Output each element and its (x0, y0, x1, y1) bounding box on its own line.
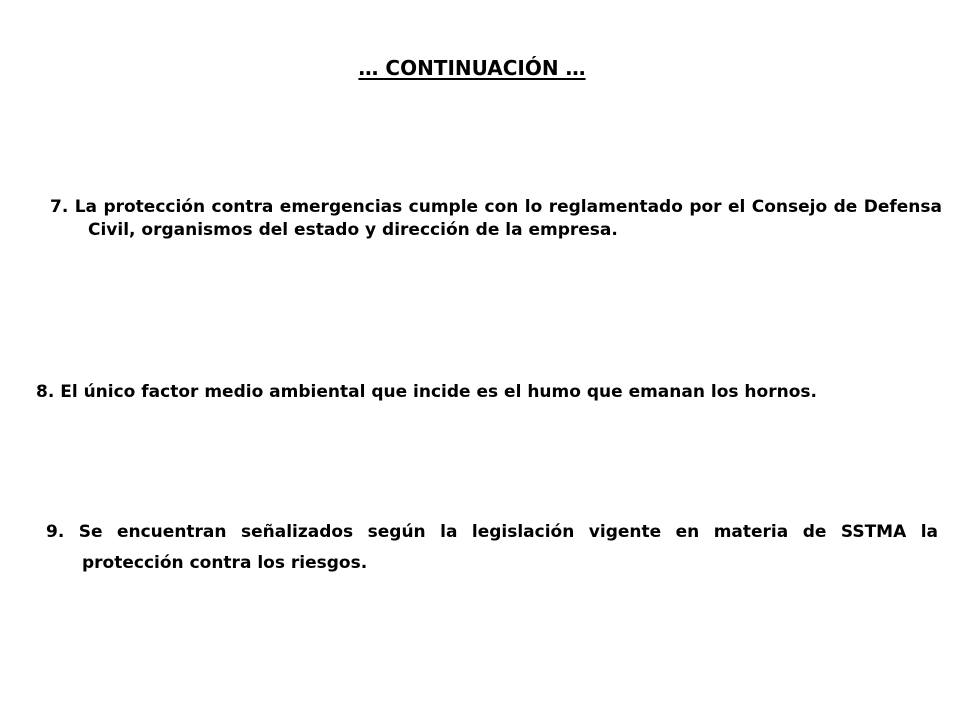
list-item-8 (36, 377, 936, 408)
list-item-9 (46, 517, 938, 579)
list-item-7 (50, 196, 942, 242)
list-item-8-text: 8. El único factor medio ambiental que incide es el humo que emanan los hornos. (36, 382, 817, 402)
list-item-9-text: 9. Se encuentran señalizados según la legislación vigente en materia de SSTMA la protección contra los riesgos. (46, 522, 938, 573)
list-item-7-text: 7. La protección contra emergencias cumple con lo reglamentado por el Consejo de Defensa Civil, organismos del estado y dirección de la empresa. (50, 197, 942, 240)
slide-title: … CONTINUACIÓN … (358, 56, 586, 80)
